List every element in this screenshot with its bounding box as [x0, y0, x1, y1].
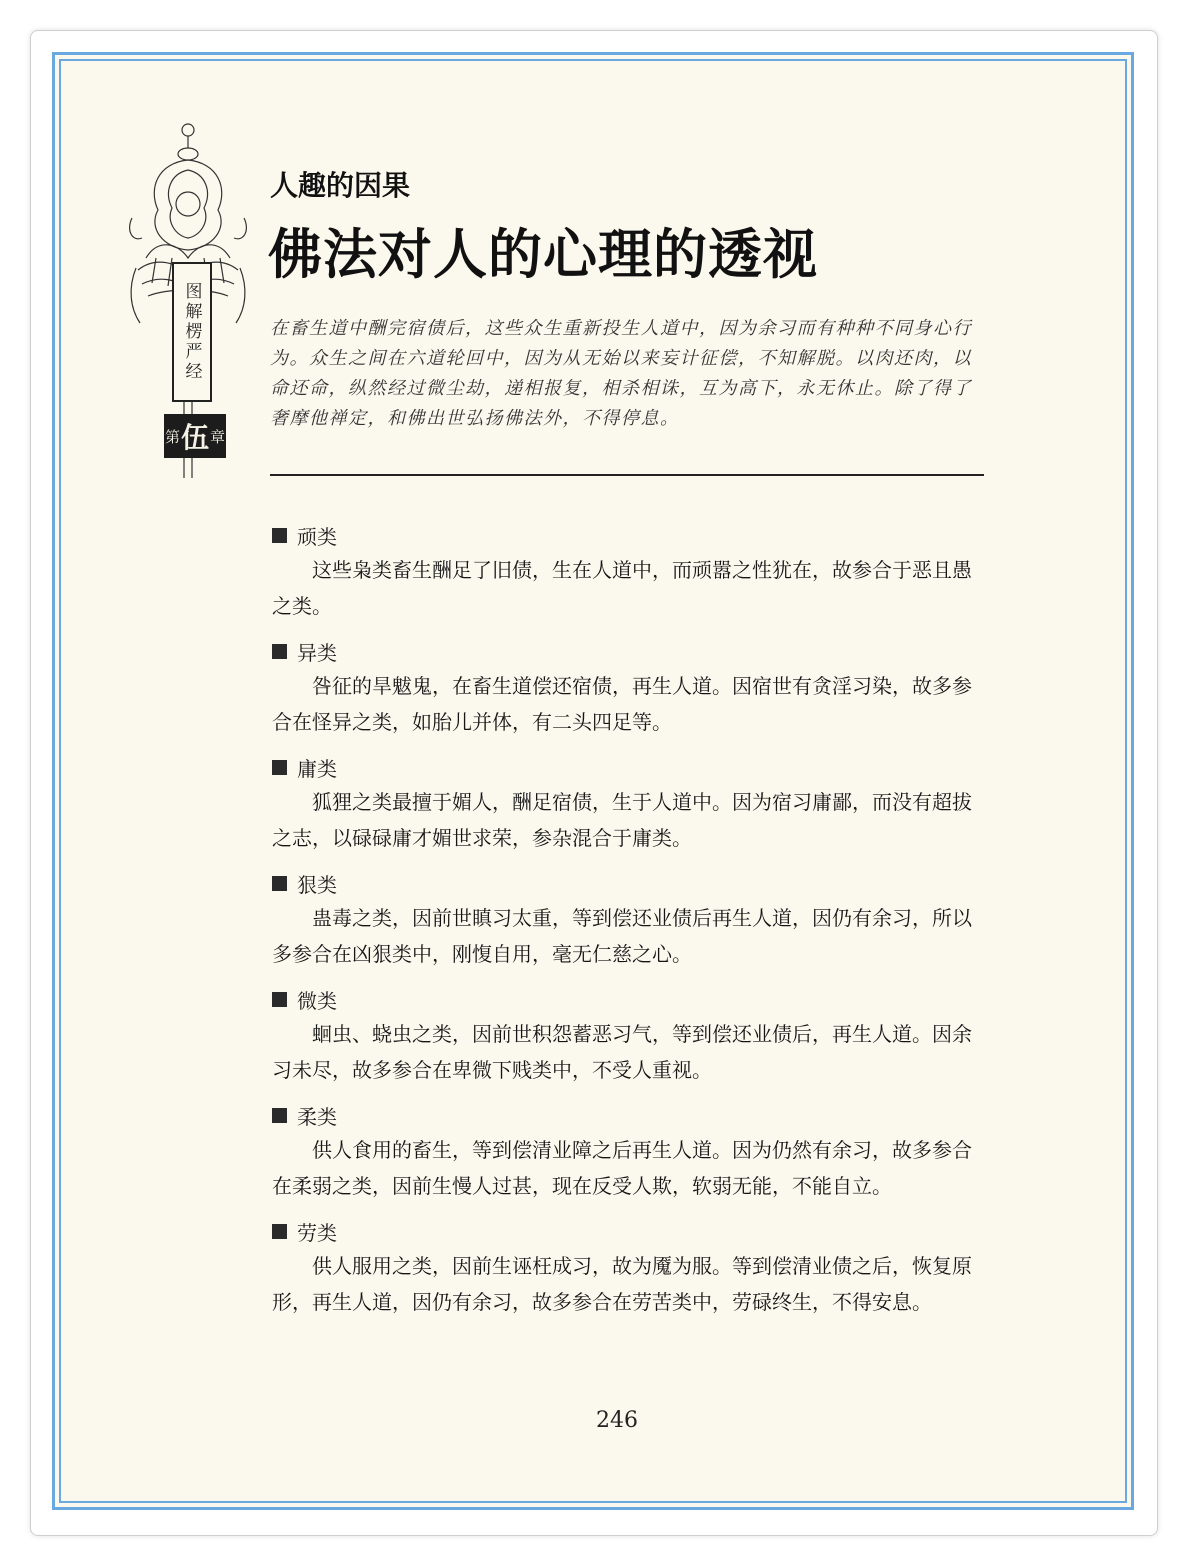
- section-heading-text: 劳类: [297, 1220, 337, 1245]
- chapter-badge: [164, 414, 226, 458]
- square-bullet-icon: [272, 876, 287, 891]
- chapter-prefix: 第: [164, 427, 180, 446]
- chapter-number: 伍: [180, 421, 209, 454]
- section-heading: [272, 1100, 988, 1130]
- intro-paragraph: 在畜生道中酬完宿债后，这些众生重新投生人道中，因为余习而有种种不同身心行为。众生之间在六道轮回中，因为从无始以来妄计征偿，不知解脱。以肉还肉，以命还命，纵然经过微尘劫，递相报复，相杀相诛，互为高下，永无休止。除了得了奢摩他禅定，和佛出世弘扬佛法外，不得停息。: [270, 318, 972, 429]
- section-heading: [272, 636, 988, 666]
- section-heading: [272, 1216, 988, 1246]
- square-bullet-icon: [272, 1108, 287, 1123]
- section-body: 咎征的旱魃鬼，在畜生道偿还宿债，再生人道。因宿世有贪淫习染，故多参合在怪异之类，如胎儿并体，有二头四足等。: [272, 674, 972, 734]
- section-item: [272, 520, 988, 624]
- section-heading: [272, 984, 988, 1014]
- section-heading-text: 顽类: [297, 524, 337, 549]
- section-heading-text: 柔类: [297, 1104, 337, 1129]
- section-body: 狐狸之类最擅于媚人，酬足宿债，生于人道中。因为宿习庸鄙，而没有超拔之志，以碌碌庸才媚世求荣，参杂混合于庸类。: [272, 790, 972, 850]
- section-list: [272, 520, 988, 1332]
- book-title-label: [172, 262, 212, 402]
- section-item: [272, 868, 988, 972]
- section-item: [272, 984, 988, 1088]
- section-item: [272, 636, 988, 740]
- section-heading: [272, 752, 988, 782]
- section-item: [272, 1216, 988, 1320]
- section-item: [272, 752, 988, 856]
- page-title: 佛法对人的心理的透视: [268, 223, 818, 286]
- square-bullet-icon: [272, 992, 287, 1007]
- section-item: [272, 1100, 988, 1204]
- section-subtitle: 人趣的因果: [270, 169, 411, 202]
- section-heading: [272, 520, 988, 550]
- section-body: 供人食用的畜生，等到偿清业障之后再生人道。因为仍然有余习，故多参合在柔弱之类，因前生慢人过甚，现在反受人欺，软弱无能，不能自立。: [272, 1138, 972, 1198]
- divider-rule: [270, 474, 984, 476]
- square-bullet-icon: [272, 644, 287, 659]
- section-heading-text: 微类: [297, 988, 337, 1013]
- square-bullet-icon: [272, 1224, 287, 1239]
- chapter-suffix: 章: [210, 427, 226, 446]
- section-heading-text: 庸类: [297, 756, 337, 781]
- section-body: 蛔虫、蛲虫之类，因前世积怨蓄恶习气，等到偿还业债后，再生人道。因余习未尽，故多参合在卑微下贱类中，不受人重视。: [272, 1022, 972, 1082]
- section-body: 这些枭类畜生酬足了旧债，生在人道中，而顽嚣之性犹在，故参合于恶且愚之类。: [272, 558, 972, 618]
- page-number: 246: [596, 1408, 638, 1433]
- square-bullet-icon: [272, 528, 287, 543]
- section-heading-text: 异类: [297, 640, 337, 665]
- section-heading-text: 狠类: [297, 872, 337, 897]
- book-title-text: 图解楞严经: [181, 282, 202, 382]
- square-bullet-icon: [272, 760, 287, 775]
- section-body: 供人服用之类，因前生诬枉成习，故为魇为服。等到偿清业债之后，恢复原形，再生人道，因仍有余习，故多参合在劳苦类中，劳碌终生，不得安息。: [272, 1254, 972, 1314]
- section-heading: [272, 868, 988, 898]
- section-body: 蛊毒之类，因前世瞋习太重，等到偿还业债后再生人道，因仍有余习，所以多参合在凶狠类中，刚愎自用，毫无仁慈之心。: [272, 906, 972, 966]
